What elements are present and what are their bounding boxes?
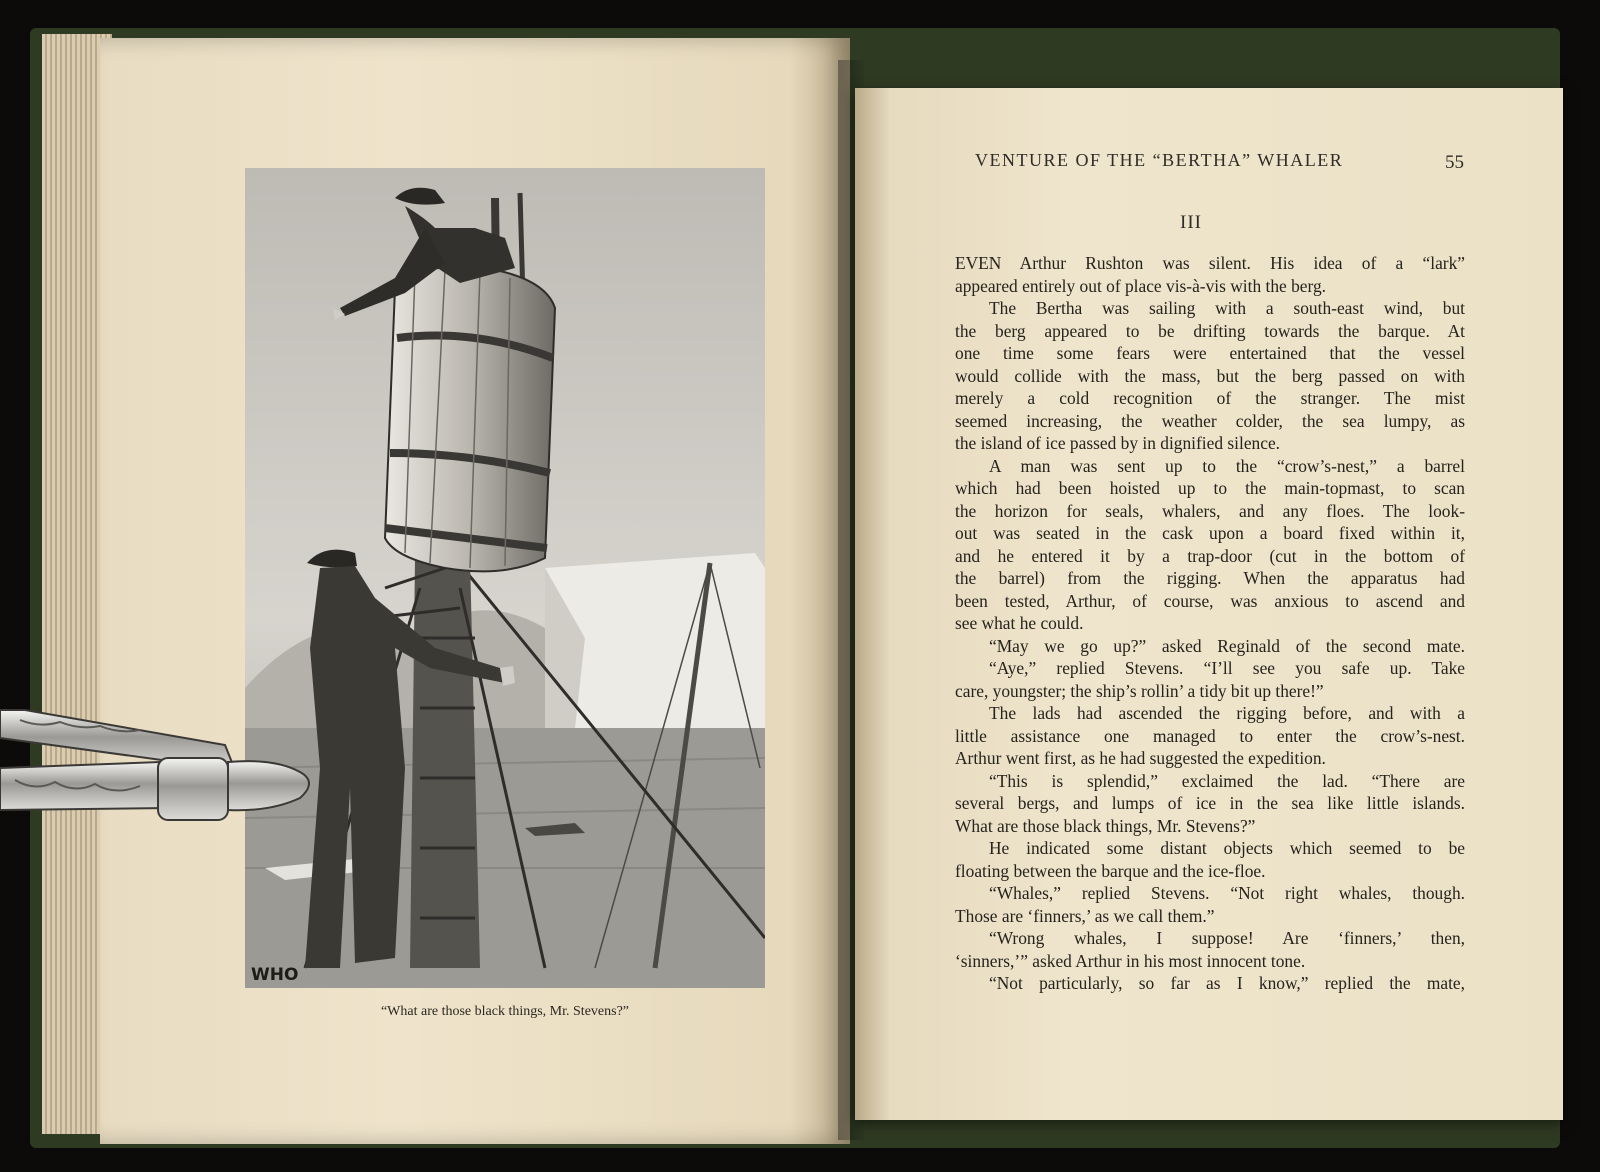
text-line: the horizon for seals, whalers, and any floes. The look- (955, 500, 1465, 521)
text-line: one time some fears were entertained that the vessel (955, 343, 1465, 363)
text-line: which had been hoisted up to the main-topmast, to scan (955, 478, 1465, 498)
text-line: “This is splendid,” exclaimed the lad. “There are (989, 770, 1465, 791)
text-line: care, youngster; the ship’s rollin’ a tidy bit up there!” (955, 680, 1324, 701)
text-line: appeared entirely out of place vis-à-vis with the berg. (955, 275, 1327, 296)
text-line: several bergs, and lumps of ice in the sea like little islands. (955, 793, 1465, 813)
artist-signature: WHO (251, 965, 299, 985)
text-line: ‘sinners,’” asked Arthur in his most innocent tone. (955, 950, 1306, 971)
text-line: A man was sent up to the “crow’s-nest,” a barrel (989, 455, 1465, 476)
crows-nest-engraving (245, 168, 765, 988)
text-line: The Bertha was sailing with a south-east wind, but (989, 298, 1465, 318)
page-number: 55 (1445, 152, 1464, 173)
text-line: The lads had ascended the rigging before, and with a (989, 703, 1465, 723)
text-line: Those are ‘finners,’ as we call them.” (955, 905, 1215, 926)
text-line: Arthur went first, as he had suggested the expedition. (955, 748, 1326, 768)
text-line: EVEN Arthur Rushton was silent. His idea of a “lark” (955, 253, 1465, 273)
running-head: VENTURE OF THE “BERTHA” WHALER (975, 150, 1344, 170)
text-line: “Aye,” replied Stevens. “I’ll see you safe up. Take (989, 658, 1465, 678)
chapter-number: III (1180, 212, 1202, 233)
illustration-caption: “What are those black things, Mr. Stevens?” (380, 1004, 630, 1019)
text-line: and he entered it by a trap-door (cut in the bottom of (955, 545, 1465, 566)
illustration-plate (245, 168, 765, 988)
text-line: been tested, Arthur, of course, was anxious to ascend and (955, 590, 1465, 611)
text-line: would collide with the mass, but the berg passed on with (955, 365, 1465, 386)
text-line: merely a cold recognition of the stranger. The mist (955, 388, 1465, 408)
text-line: out was seated in the cask upon a board fixed within it, (955, 523, 1465, 543)
sugar-tongs (0, 700, 330, 840)
text-line: What are those black things, Mr. Stevens?” (955, 815, 1256, 836)
text-line: the barrel) from the rigging. When the apparatus had (955, 568, 1465, 588)
text-line: “Whales,” replied Stevens. “Not right whales, though. (989, 883, 1465, 903)
text-line: “May we go up?” asked Reginald of the second mate. (989, 635, 1465, 656)
text-line: the berg appeared to be drifting towards the barque. At (955, 320, 1465, 341)
text-line: He indicated some distant objects which seemed to be (989, 838, 1465, 858)
page-body-text (955, 252, 1465, 995)
text-line: “Not particularly, so far as I know,” replied the mate, (989, 973, 1465, 993)
text-line: seemed increasing, the weather colder, the sea lumpy, as (955, 410, 1465, 431)
text-line: the island of ice passed by in dignified silence. (955, 433, 1281, 453)
text-line: little assistance one managed to enter the crow’s-nest. (955, 725, 1465, 746)
text-line: “Wrong whales, I suppose! Are ‘finners,’ then, (989, 928, 1465, 948)
text-line: see what he could. (955, 613, 1084, 633)
text-line: floating between the barque and the ice-floe. (955, 860, 1266, 881)
